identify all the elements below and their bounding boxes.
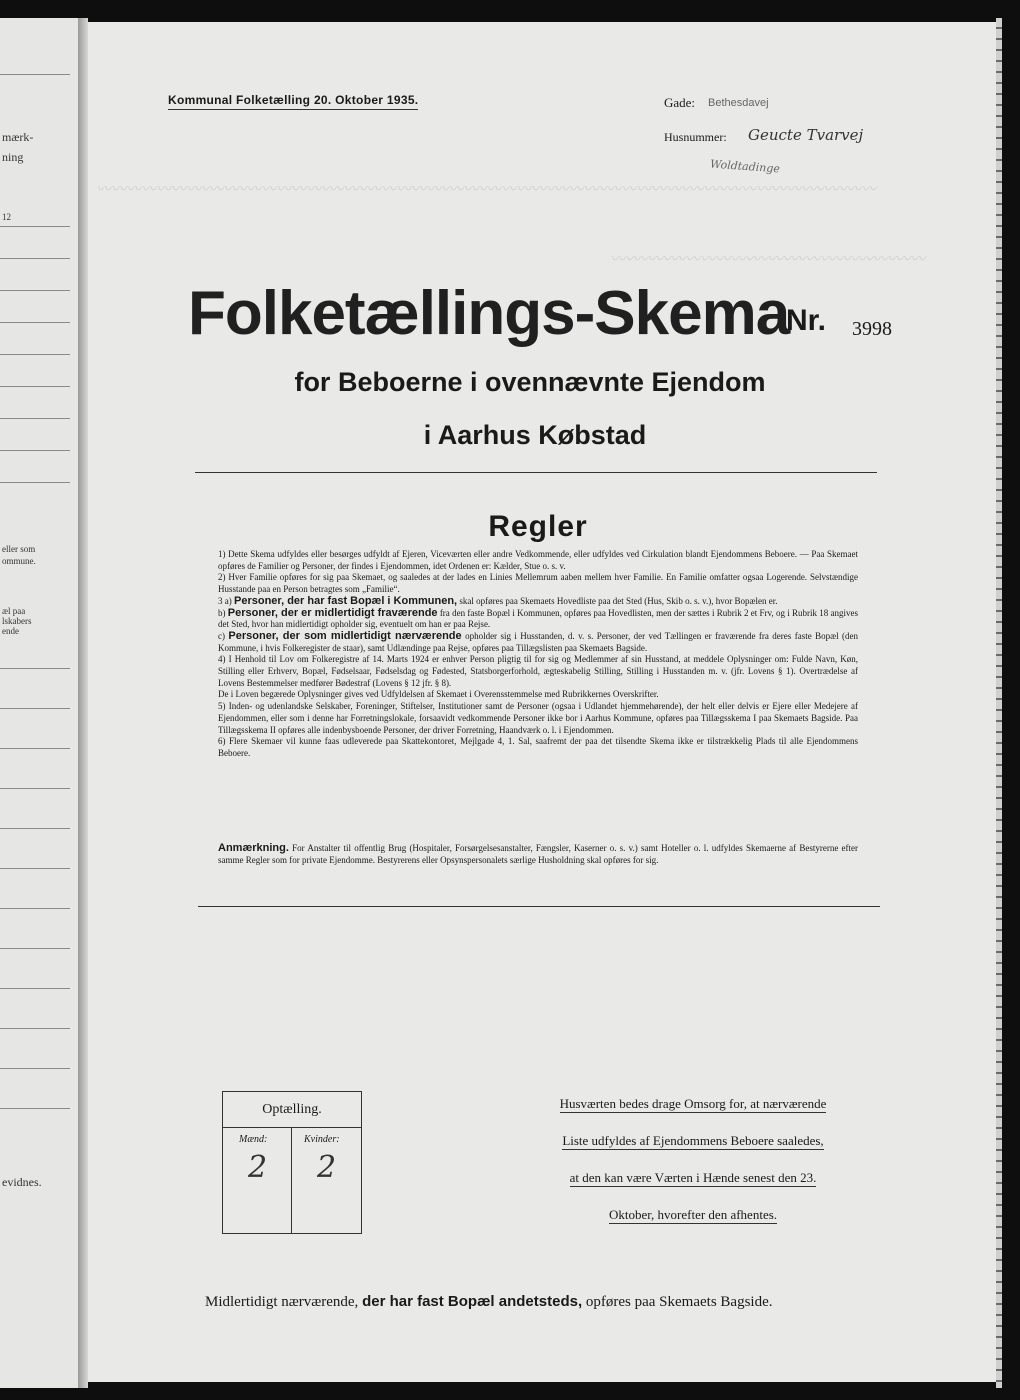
census-header: Kommunal Folketælling 20. Oktober 1935. <box>168 93 418 110</box>
margin-text: æl paa <box>2 606 26 616</box>
count-box-title: Optælling. <box>262 1102 322 1117</box>
house-number-value: Geucte Tvarvej <box>748 126 864 144</box>
margin-text: evidnes. <box>2 1175 42 1189</box>
rule-2: 2) Hver Familie opføres for sig paa Skemaet, og saaledes at der lades en Linies Mellemrum aaben mellem hver Familie. En Familie omfatter ogsaa Logerende. Selvstændige Husstande paa en Person betragtes som „Familie“. <box>218 572 858 595</box>
divider <box>198 906 880 907</box>
notice-line: Oktober, hvorefter den afhentes. <box>608 1207 778 1222</box>
note-text: For Anstalter til offentlig Brug (Hospitaler, Forsørgelsesanstalter, Fængsler, Kaserner o. s. v.) samt Hoteller o. l. udfyldes Skemaerne af Bestyrerne efter samme Regler som for private Ejendomme. Bestyrerens eller Opsynspersonalets særlige Husholdning skal opføres for sig. <box>218 843 858 865</box>
note-paragraph <box>218 842 858 866</box>
margin-text: 12 <box>2 212 11 222</box>
form-line <box>0 290 70 291</box>
bleed-through-scrawl: 〰〰〰〰〰〰〰〰〰〰〰〰〰〰〰〰〰〰〰〰〰 <box>610 250 926 268</box>
rule-1: 1) Dette Skema udfyldes eller besørges udfyldt af Ejeren, Viceværten eller andre Vedkommende, eller udfyldes ved Cirkulation blandt Ejendommens Beboere. — Paa Skemaet opføres de Familier og Personer, der findes i Ejendommen, idet Ordenen er: Kælder, Stue o. s. v. <box>218 549 858 571</box>
notice-line: Husværten bedes drage Omsorg for, at nærværende <box>559 1096 827 1111</box>
form-line <box>0 948 70 949</box>
form-line <box>0 908 70 909</box>
rule-4: 4) I Henhold til Lov om Folkeregistre af 14. Marts 1924 er enhver Person pligtig til for sig og Medlemmer af sin Husstand, at meddele Oplysninger om: Fulde Navn, Køn, Stilling eller Erhverv, Bopæl, Fødselsaar, Fødselsdag og Fødested, Statsborgerforhold, ægteskabelig Stilling, Stilling i Husstanden m. v. (jfr. Lovens § 1). Overtrædelse af Lovens Bestemmelser medfører Bødestraf (Lovens § 12 jfr. § 8). <box>218 654 858 688</box>
divider <box>195 472 877 473</box>
note-heading: Anmærkning. <box>218 842 289 854</box>
count-box-divider <box>291 1127 292 1233</box>
form-line <box>0 668 70 669</box>
form-number-label: Nr. <box>786 304 827 337</box>
men-label: Mænd: <box>239 1134 268 1145</box>
men-count: 2 <box>248 1150 268 1185</box>
rules-text <box>218 549 858 760</box>
street-value: Bethesdavej <box>708 97 769 109</box>
form-line <box>0 868 70 869</box>
form-line <box>0 226 70 227</box>
rule-6: 6) Flere Skemaer vil kunne faas udleverede paa Skattekontoret, Mejlgade 4, 1. Sal, saafremt der paa det tilsendte Skema ikke er tilstrækkelig Plads til alle Ejendommens Beboere. <box>218 736 858 758</box>
margin-text: ende <box>2 626 19 636</box>
notice-line: at den kan være Værten i Hænde senest den 23. <box>569 1170 817 1185</box>
footer-note: Midlertidigt nærværende, der har fast Bopæl andetsteds, opføres paa Skemaets Bagside. <box>205 1293 773 1310</box>
margin-text: mærk- <box>2 130 34 144</box>
rule-4b: De i Loven begærede Oplysninger gives ved Udfyldelsen af Skemaet i Overensstemmelse med Rubrikkernes Overskrifter. <box>218 689 659 700</box>
previous-page-edge <box>0 18 80 1388</box>
rule-3a: 3 a) Personer, der har fast Bopæl i Kommunen, skal opføres paa Skemaets Hovedliste paa det Sted (Hus, Skib o. s. v.), hvor Bopælen er. <box>218 594 778 607</box>
rule-3b: b) Personer, der er midlertidigt fraværende fra den faste Bopæl i Kommunen, opføres paa Hovedlisten, men der sættes i Rubrik 2 et Frv, og i Rubrik 18 angives det Sted, hvor han midlertidigt opholder sig, eventuelt om han er paa Rejse. <box>218 606 859 630</box>
form-line <box>0 322 70 323</box>
rule-5: 5) Inden- og udenlandske Selskaber, Foreninger, Stiftelser, Institutioner samt de Personer (ogsaa i Udlandet hjemmehørende), der helt eller delvis er Ejere eller Medejere af Ejendommen, eller som i denne har Forretningslokale, forsaavidt vedkommende Personer ikke bor i Aarhus Kommune, opføres paa Tillægsskema I paa Skemaets Bagside. Paa Tillægsskema II opføres alle indenbysboende Personer, der driver Forretning, Haandværk o. l. i Ejendommen. <box>218 701 858 735</box>
form-line <box>0 748 70 749</box>
women-label: Kvinder: <box>304 1134 340 1145</box>
form-line <box>0 354 70 355</box>
book-gutter <box>78 18 88 1388</box>
form-line <box>0 258 70 259</box>
form-subtitle: for Beboerne i ovennævnte Ejendom <box>294 367 766 397</box>
margin-text: ning <box>2 150 24 164</box>
rules-heading: Regler <box>488 510 588 543</box>
margin-text: ommune. <box>2 556 36 566</box>
page-edge-stack <box>996 18 1002 1388</box>
form-line <box>0 418 70 419</box>
landlord-notice <box>523 1093 863 1241</box>
form-line <box>0 74 70 75</box>
notice-line: Liste udfyldes af Ejendommens Beboere saaledes, <box>562 1133 824 1148</box>
margin-text: lskabers <box>2 616 32 626</box>
form-subtitle-town: i Aarhus Købstad <box>423 420 647 450</box>
women-count: 2 <box>317 1150 337 1185</box>
form-line <box>0 828 70 829</box>
street-label: Gade: <box>664 95 696 110</box>
margin-text: eller som <box>2 544 36 554</box>
form-line <box>0 482 70 483</box>
form-line <box>0 708 70 709</box>
form-line <box>0 1028 70 1029</box>
form-line <box>0 988 70 989</box>
form-number: 3998 <box>852 318 892 340</box>
house-number-label: Husnummer: <box>664 130 727 144</box>
count-box-divider <box>223 1127 361 1128</box>
handwritten-note: Woldtadinge <box>709 157 781 176</box>
bleed-through-scrawl: 〰〰〰〰〰〰〰〰〰〰〰〰〰〰〰〰〰〰〰〰〰〰〰〰〰〰〰〰〰〰〰〰〰〰〰〰〰〰〰〰〰〰〰〰〰〰〰〰〰〰〰〰 <box>96 180 877 198</box>
rule-3c: c) Personer, der som midlertidigt nærværende opholder sig i Husstanden, d. v. s. Personer, der ved Tællingen er fraværende fra deres faste Bopæl (den Kommune, i hvis Folkeregister de staar), samt Udlændinge paa Rejse, opføres paa Tillægslisten paa Skemaets Bagside. <box>218 629 859 653</box>
form-line <box>0 1068 70 1069</box>
form-line <box>0 788 70 789</box>
form-title: Folketællings-Skema <box>188 279 790 348</box>
count-box <box>222 1091 362 1234</box>
form-line <box>0 1108 70 1109</box>
